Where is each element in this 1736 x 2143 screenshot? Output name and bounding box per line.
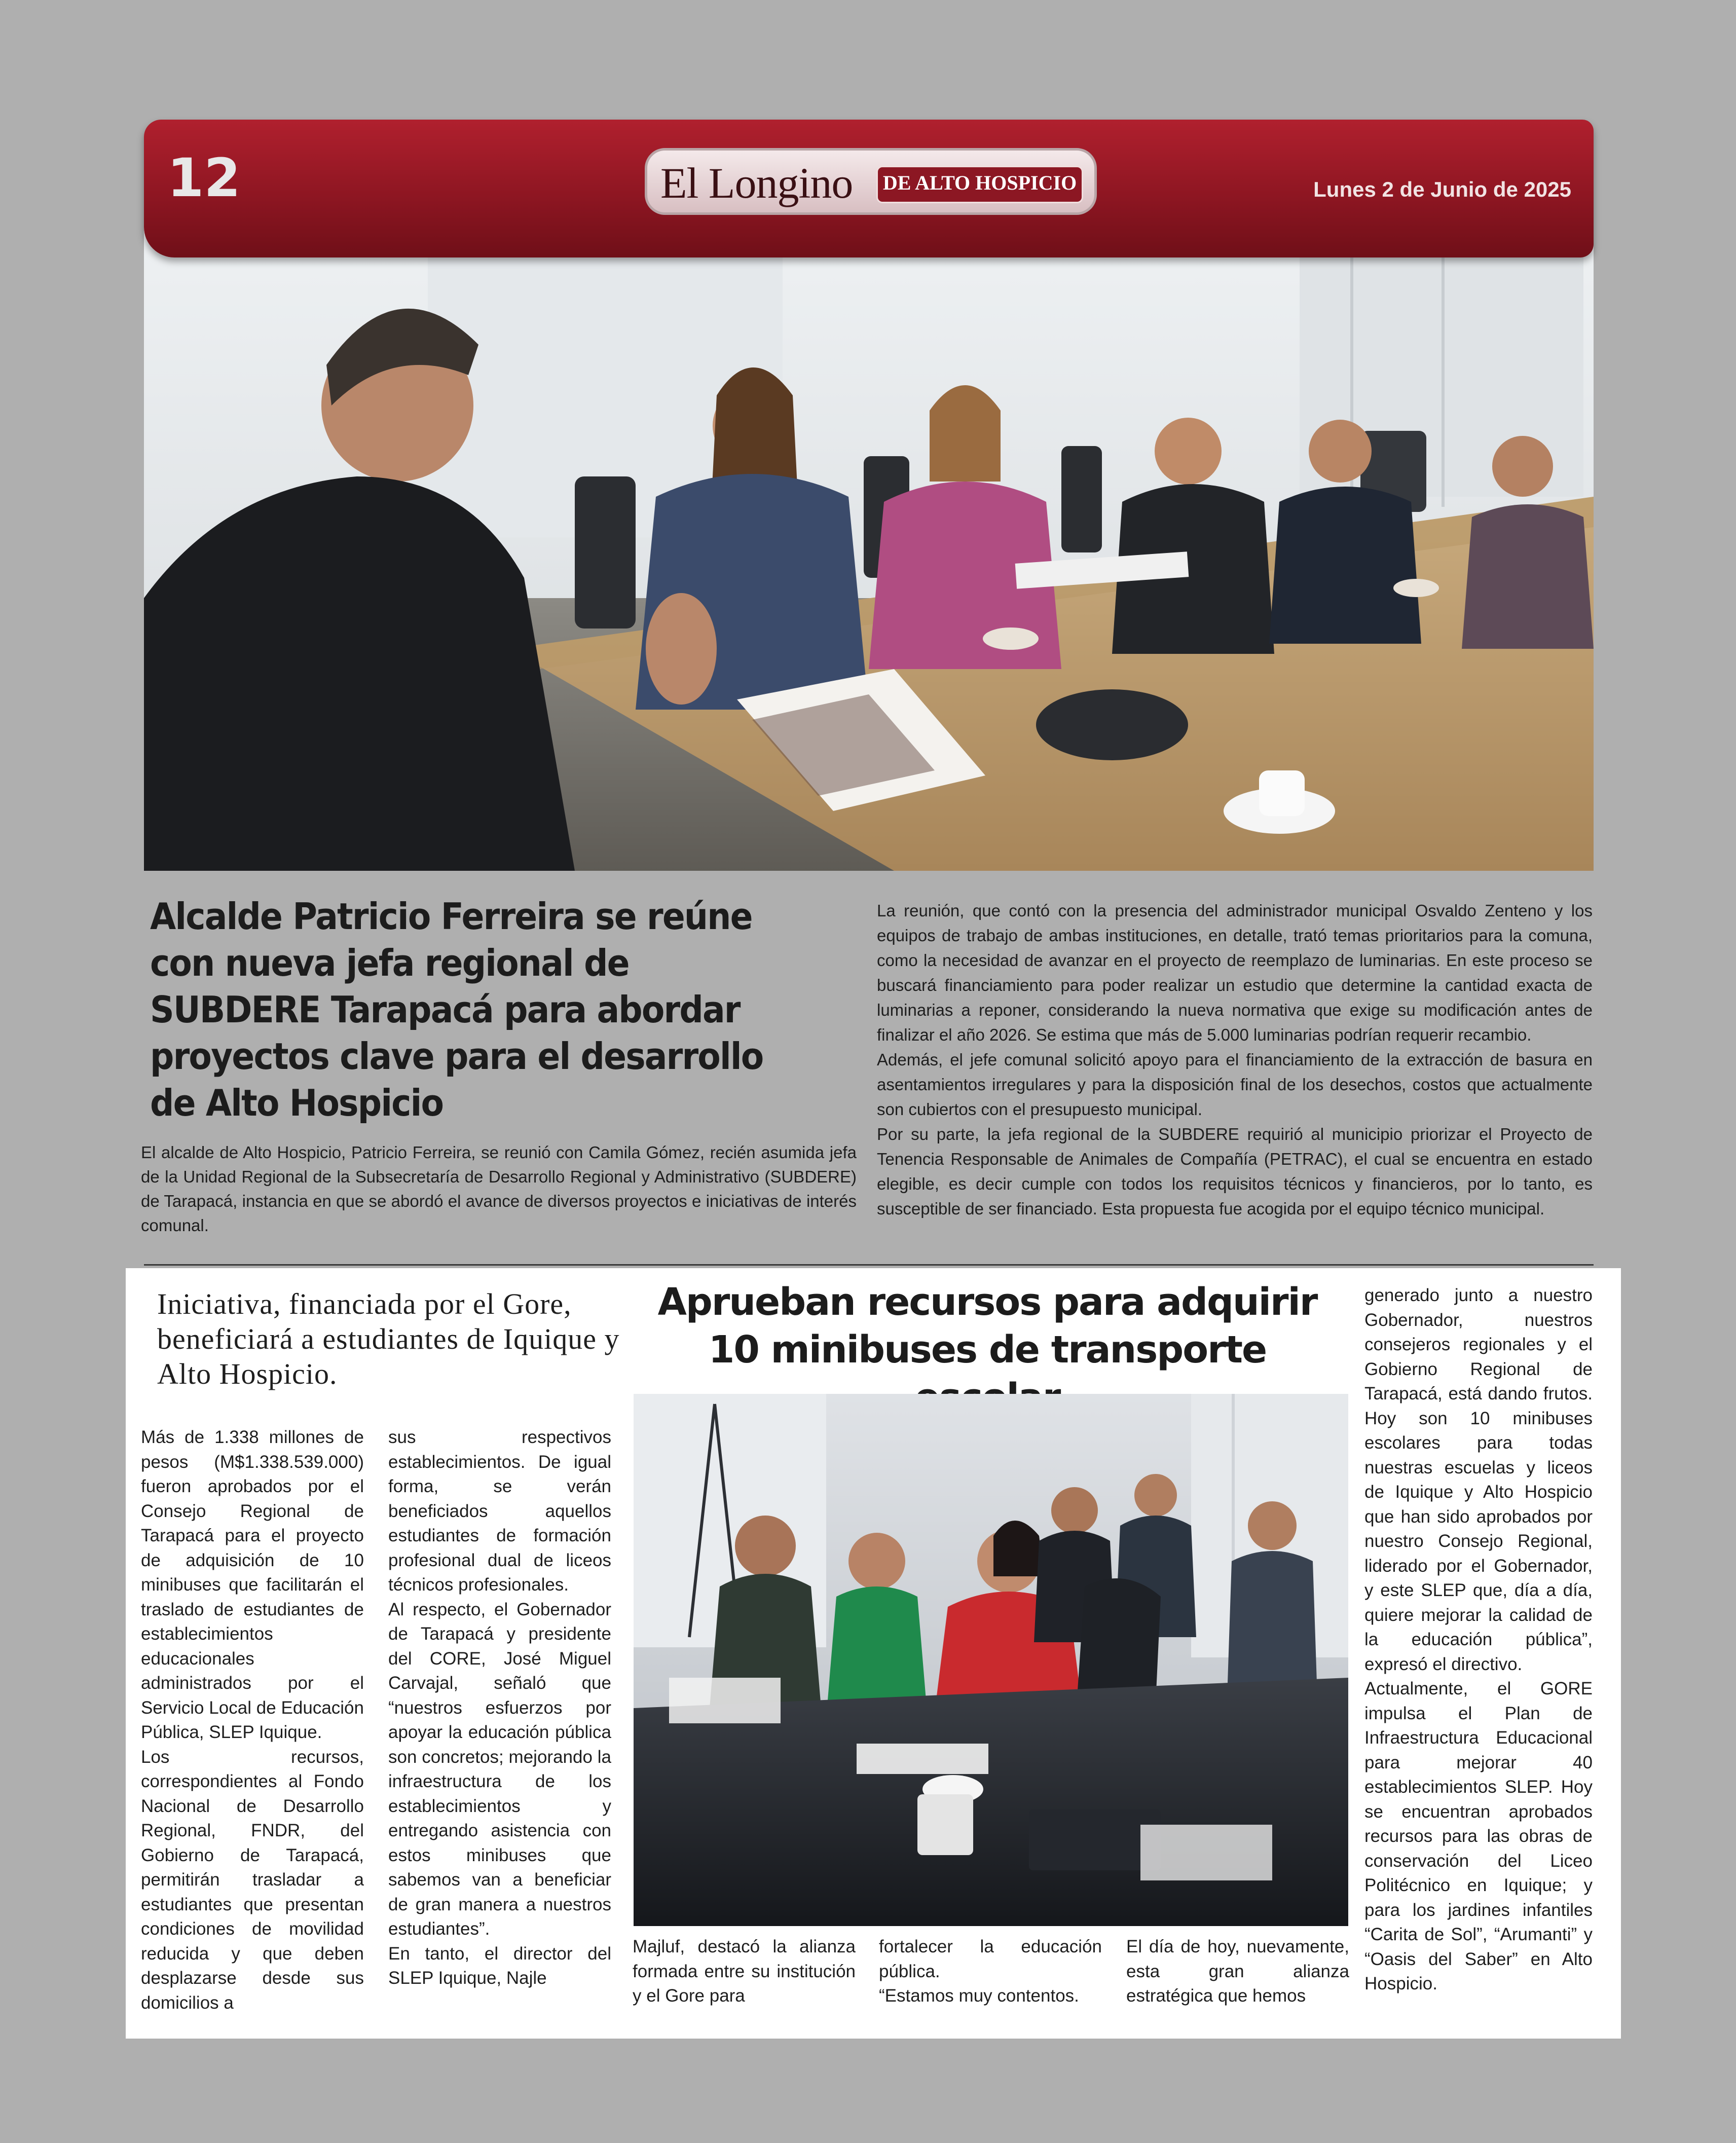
article1-headline: Alcalde Patricio Ferreira se reúne con nueva jefa regional de SUBDERE Tarapacá para abordar proyectos clave para el desarrollo de Alto Hospicio xyxy=(150,895,763,1124)
section-divider xyxy=(144,1264,1594,1266)
article2-photo-column-2 xyxy=(879,1935,1102,2009)
issue-date: Lunes 2 de Junio de 2025 xyxy=(1313,177,1571,201)
article1-paragraph: Por su parte, la jefa regional de la SUBDERE requirió al municipio priorizar el Proyecto de Tenencia Responsable de Animales de Compañía (PETRAC), el cual se encuentra en estado elegible, es decir cumple con todos los requisitos técnicos y financieros, por lo tanto, es susceptible de ser financiado. Esta propuesta fue acogida por el equipo técnico municipal. xyxy=(877,1125,1593,1218)
article2-column-2 xyxy=(388,1425,611,1991)
article2-paragraph: Los recursos, correspondientes al Fondo Nacional de Desarrollo Regional, FNDR, del Gobierno de Tarapacá, permitirán trasladar a estudiantes que presentan condiciones de movilidad reducida y que deben desplazarse desde sus domicilios a xyxy=(141,1747,364,2013)
article1-paragraph: Además, el jefe comunal solicitó apoyo para el financiamiento de la extracción de basura en asentamientos irregulares y para la disposición final de los desechos, costos que actualmente son cubiertos con el presupuesto municipal. xyxy=(877,1050,1593,1119)
article1-paragraph: La reunión, que contó con la presencia del administrador municipal Osvaldo Zenteno y los equipos de trabajo de ambas instituciones, en detalle, trató temas prioritarios para la comuna, como la necesidad de avanzar en el proyecto de reemplazo de luminarias. En este proceso se buscará financiamiento para poder realizar un estudio que determine la cantidad exacta de luminarias a reponer, considerando la nueva normativa que exige su modificación antes de finalizar el año 2026. Se estima que más de 5.000 luminarias podrían requerir recambio. xyxy=(877,901,1593,1044)
article2-paragraph: sus respectivos establecimientos. De igual forma, se verán beneficiados aquellos estudiantes de formación profesional dual de liceos técnicos profesionales. xyxy=(388,1427,611,1595)
meeting-photo-illustration xyxy=(144,213,1594,871)
page-number: 12 xyxy=(167,147,241,209)
logo-subtitle: DE ALTO HOSPICIO xyxy=(876,166,1083,203)
article2-column-1 xyxy=(141,1425,364,2015)
article2-paragraph: fortalecer la educación pública. xyxy=(879,1937,1102,1981)
council-photo-illustration xyxy=(634,1394,1348,1926)
article1-lead: El alcalde de Alto Hospicio, Patricio Ferreira, se reunió con Camila Gómez, recién asumida jefa de la Unidad Regional de la Subsecretaría de Desarrollo Regional y Administrativo (SUBDERE) de Tarapacá, instancia en que se abordó el avance de diversos proyectos e iniciativas de interés comunal. xyxy=(141,1143,857,1235)
article2-column-3 xyxy=(1364,1283,1593,1997)
article2-paragraph: El día de hoy, nuevamente, esta gran alianza estratégica que hemos xyxy=(1126,1937,1349,2006)
article2-paragraph: En tanto, el director del SLEP Iquique, Najle xyxy=(388,1943,611,1988)
council-photo xyxy=(634,1394,1348,1926)
article2-paragraph: Al respecto, el Gobernador de Tarapacá y presidente del CORE, José Miguel Carvajal, señaló que “nuestros esfuerzos por apoyar la educación pública son concretos; mejorando la infraestructura de los establecimientos y entregando asistencia con estos minibuses que sabemos van a beneficiar de gran manera a nuestros estudiantes”. xyxy=(388,1599,611,1939)
article2-paragraph: generado junto a nuestro Gobernador, nuestros consejeros regionales y el Gobierno Regional de Tarapacá, está dando frutos. Hoy son 10 minibuses escolares para todas nuestras escuelas y liceos de Iquique y Alto Hospicio que han sido aprobados por nuestro Consejo Regional, liderado por el Gobernador, y este SLEP que, día a día, quiere mejorar la calidad de la educación pública”, expresó el directivo. xyxy=(1364,1285,1593,1674)
masthead-logo xyxy=(645,148,1097,215)
logo-title: El Longino xyxy=(660,159,853,207)
article2-paragraph: Majluf, destacó la alianza formada entre su institución y el Gore para xyxy=(633,1937,856,2006)
article2-kicker: Iniciativa, financiada por el Gore, beneficiará a estudiantes de Iquique y Alto Hospicio. xyxy=(157,1287,620,1390)
article2-photo-column-3 xyxy=(1126,1935,1349,2009)
article2-photo-column-1 xyxy=(633,1935,856,2009)
article1-body xyxy=(877,898,1593,1221)
article2-paragraph: “Estamos muy contentos. xyxy=(879,1986,1079,2006)
meeting-photo xyxy=(144,213,1594,871)
article2-headline: Aprueban recursos para adquirir 10 minibuses de transporte xyxy=(657,1280,1317,1372)
article2-paragraph: Más de 1.338 millones de pesos (M$1.338.539.000) fueron aprobados por el Consejo Regional de Tarapacá para el proyecto de adquisición de 10 minibuses que facilitarán el traslado de estudiantes de establecimientos educacionales administrados por el Servicio Local de Educación Pública, SLEP Iquique. xyxy=(141,1427,364,1742)
article2-paragraph: Actualmente, el GORE impulsa el Plan de Infraestructura Educacional para mejorar 40 establecimientos SLEP. Hoy se encuentran aprobados recursos para las obras de conservación del Liceo Politécnico en Iquique; y para los jardines infantiles “Carita de Sol”, “Arumanti” y “Oasis del Saber” en Alto Hospicio. xyxy=(1364,1679,1593,1993)
